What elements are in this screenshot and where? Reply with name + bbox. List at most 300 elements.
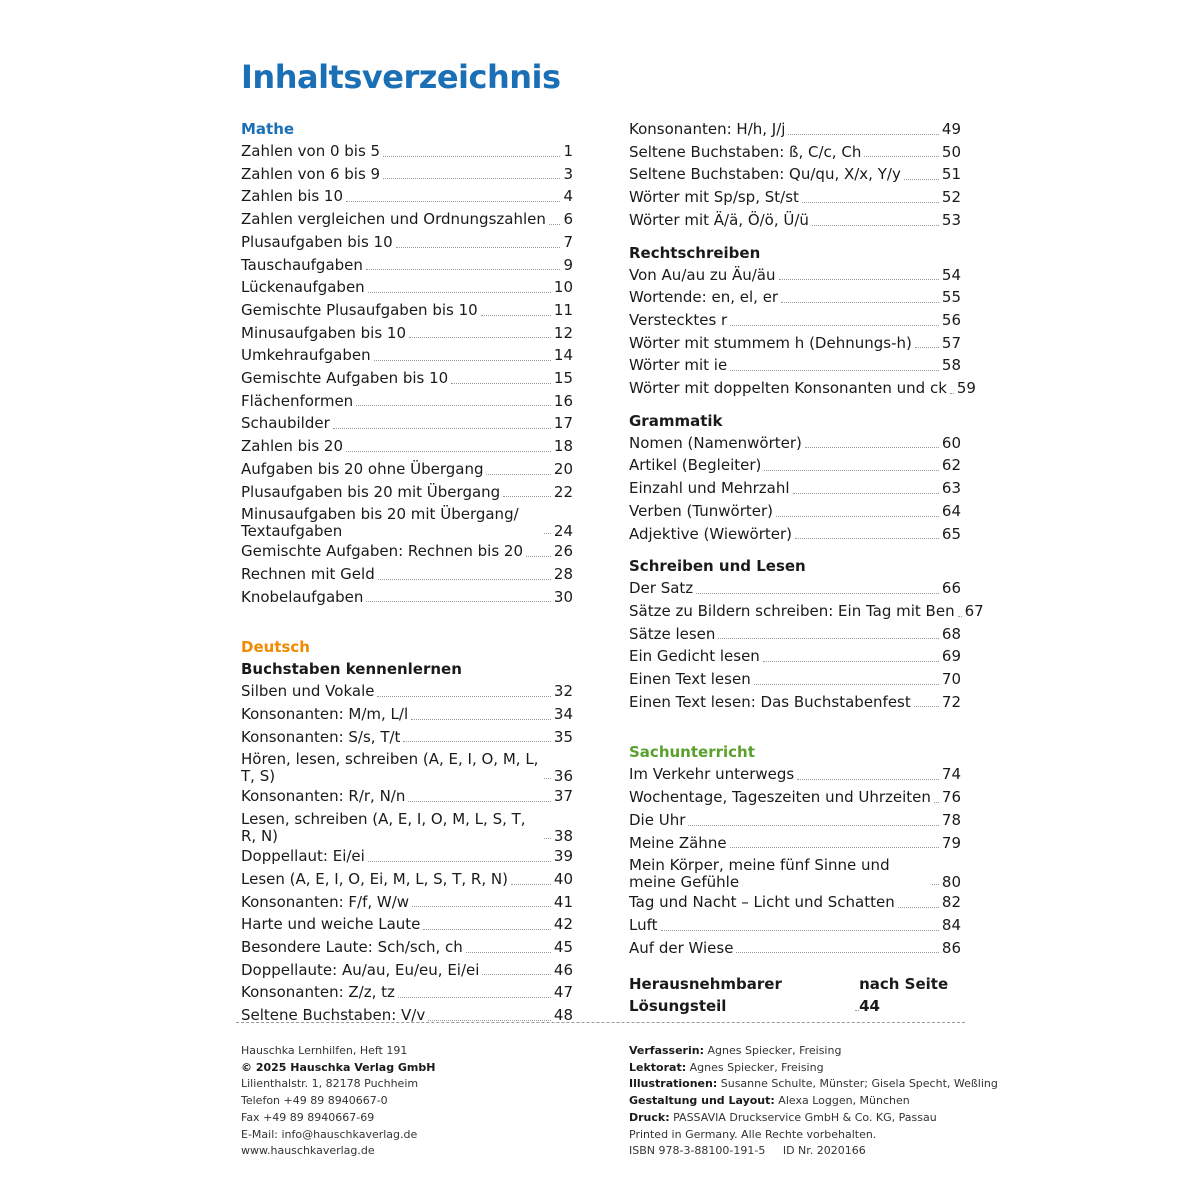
toc-entry-page: 72 bbox=[941, 692, 961, 711]
leader-dots bbox=[688, 825, 939, 826]
leader-dots bbox=[383, 156, 560, 157]
leader-dots bbox=[795, 538, 939, 539]
toc-entry-title: Wörter mit ie bbox=[629, 356, 728, 375]
toc-entry-title: Zahlen von 6 bis 9 bbox=[241, 164, 381, 183]
toc-entry bbox=[629, 477, 961, 500]
toc-entry-title: Doppellaute: Au/au, Eu/eu, Ei/ei bbox=[241, 960, 480, 979]
toc-entry bbox=[241, 344, 573, 367]
imprint-credit-value: Agnes Spiecker, Freising bbox=[707, 1044, 842, 1057]
toc-entry-title: Konsonanten: R/r, N/n bbox=[241, 787, 406, 806]
toc-entry bbox=[629, 454, 961, 477]
toc-entry-title: Lesen (A, E, I, O, Ei, M, L, S, T, R, N) bbox=[241, 869, 508, 888]
leader-dots bbox=[718, 638, 938, 639]
leader-dots bbox=[904, 179, 939, 180]
leader-dots bbox=[428, 1020, 551, 1021]
toc-entry-page: 35 bbox=[553, 727, 573, 746]
toc-entry-title: Aufgaben bis 20 ohne Übergang bbox=[241, 459, 484, 478]
toc-entry-page: 36 bbox=[553, 767, 573, 786]
leader-dots bbox=[549, 224, 561, 225]
toc-entry-page: 68 bbox=[941, 624, 961, 643]
leader-dots bbox=[914, 706, 939, 707]
toc-entry-title: Wörter mit doppelten Konsonanten und ck bbox=[629, 379, 947, 398]
toc-entry-page: 63 bbox=[941, 479, 961, 498]
imprint-line: Lilienthalstr. 1, 82178 Puchheim bbox=[241, 1077, 419, 1091]
leader-dots bbox=[481, 315, 551, 316]
leader-dots bbox=[333, 428, 551, 429]
toc-entry-title: Rechnen mit Geld bbox=[241, 564, 375, 583]
leader-dots bbox=[368, 292, 551, 293]
toc-entry-page: 60 bbox=[941, 433, 961, 452]
toc-entry-page: 40 bbox=[553, 869, 573, 888]
toc-entry bbox=[241, 563, 573, 586]
subject-heading-mathe: Mathe bbox=[241, 120, 295, 138]
toc-entry-page: 50 bbox=[941, 142, 961, 161]
toc-entry bbox=[241, 140, 573, 163]
toc-entry bbox=[629, 645, 961, 668]
imprint-publisher bbox=[241, 1043, 435, 1160]
toc-entry bbox=[241, 254, 573, 277]
toc-left-column bbox=[241, 118, 573, 1049]
toc-entry bbox=[629, 264, 961, 287]
toc-entry-title: Adjektive (Wiewörter) bbox=[629, 524, 793, 543]
toc-entry-title: Konsonanten: Z/z, tz bbox=[241, 983, 395, 1002]
toc-entry-title: Von Au/au zu Äu/äu bbox=[629, 265, 776, 284]
section-mathe bbox=[241, 118, 573, 608]
toc-entry bbox=[629, 809, 961, 832]
toc-entry bbox=[629, 832, 961, 855]
toc-entry-title: Plusaufgaben bis 10 bbox=[241, 232, 393, 251]
toc-entry-title: Silben und Vokale bbox=[241, 682, 375, 701]
toc-entry bbox=[629, 432, 961, 455]
toc-entry bbox=[241, 481, 573, 504]
leader-dots bbox=[366, 601, 551, 602]
toc-entry-title: Konsonanten: H/h, J/j bbox=[629, 120, 786, 138]
toc-entry-page: 3 bbox=[563, 164, 573, 183]
leader-dots bbox=[511, 884, 551, 885]
toc-entry bbox=[241, 299, 573, 322]
leader-dots bbox=[408, 801, 551, 802]
leader-dots bbox=[781, 302, 939, 303]
toc-entry-page: 4 bbox=[563, 187, 573, 206]
toc-entry-page: 7 bbox=[563, 232, 573, 251]
toc-entry-page: 15 bbox=[553, 369, 573, 388]
leader-dots bbox=[396, 247, 561, 248]
toc-entry-title: Einen Text lesen: Das Buchstabenfest bbox=[629, 692, 911, 711]
toc-entry-title: Zahlen bis 20 bbox=[241, 437, 344, 456]
toc-entry-page: 79 bbox=[941, 833, 961, 852]
leader-dots bbox=[423, 929, 551, 930]
leader-dots bbox=[776, 516, 939, 517]
imprint-credit-value: Susanne Schulte, Münster; Gisela Specht, Weßling bbox=[720, 1077, 998, 1091]
imprint-credit-line bbox=[629, 1143, 998, 1160]
leader-dots bbox=[526, 556, 551, 557]
leader-dots bbox=[779, 279, 939, 280]
toc-entry-title: Lückenaufgaben bbox=[241, 278, 365, 297]
toc-entry-page: 14 bbox=[553, 346, 573, 365]
leader-dots bbox=[736, 952, 938, 953]
entry-list-mathe bbox=[241, 140, 573, 608]
toc-entry-title: Gemischte Aufgaben: Rechnen bis 20 bbox=[241, 542, 524, 561]
toc-entry bbox=[241, 726, 573, 749]
toc-entry-page: 38 bbox=[553, 827, 573, 846]
toc-entry bbox=[629, 209, 961, 232]
leader-dots bbox=[730, 325, 939, 326]
leader-dots bbox=[374, 360, 551, 361]
toc-entry-page: 76 bbox=[941, 788, 961, 807]
toc-entry-page: 56 bbox=[941, 310, 961, 329]
toc-entry-page: 11 bbox=[553, 300, 573, 319]
imprint-line: Fax +49 89 8940667-69 bbox=[241, 1110, 375, 1124]
leader-dots bbox=[398, 997, 551, 998]
toc-entry bbox=[629, 286, 961, 309]
subheading-grammatik: Grammatik bbox=[629, 411, 723, 430]
leader-dots bbox=[403, 741, 550, 742]
toc-entry-page: 53 bbox=[941, 210, 961, 229]
toc-entry bbox=[241, 367, 573, 390]
loesungsteil-entry bbox=[629, 973, 961, 1017]
toc-entry bbox=[629, 186, 961, 209]
toc-entry-page: 28 bbox=[553, 564, 573, 583]
toc-entry-page: 65 bbox=[941, 524, 961, 543]
subheading-rechtschreiben: Rechtschreiben bbox=[629, 243, 761, 262]
imprint-credit-value: ISBN 978-3-88100-191-5 ID Nr. 2020166 bbox=[629, 1144, 866, 1158]
toc-entry-page: 30 bbox=[553, 587, 573, 606]
imprint-credit-value: Printed in Germany. Alle Rechte vorbehalten. bbox=[629, 1127, 877, 1141]
toc-entry-title: Plusaufgaben bis 20 mit Übergang bbox=[241, 482, 501, 501]
toc-entry-title: Schaubilder bbox=[241, 414, 330, 433]
toc-entry bbox=[629, 600, 984, 623]
toc-entry bbox=[629, 786, 961, 809]
toc-entry-title: Einen Text lesen bbox=[629, 670, 751, 689]
leader-dots bbox=[411, 719, 551, 720]
section-deutsch bbox=[241, 636, 573, 1026]
toc-entry-title: Artikel (Begleiter) bbox=[629, 456, 762, 475]
subject-heading-sachunterricht: Sachunterricht bbox=[629, 743, 755, 762]
toc-entry-page: 67 bbox=[964, 601, 984, 620]
leader-dots bbox=[696, 593, 939, 594]
subheading-buchstaben: Buchstaben kennenlernen bbox=[241, 660, 462, 679]
toc-entry bbox=[629, 668, 961, 691]
toc-entry bbox=[241, 322, 573, 345]
leader-dots bbox=[356, 405, 551, 406]
imprint-credit-line bbox=[629, 1093, 998, 1110]
entry-list-buchstaben-right bbox=[629, 118, 961, 232]
toc-entry bbox=[241, 703, 573, 726]
imprint-credit-label: Lektorat: bbox=[629, 1060, 687, 1074]
toc-entry-page: 64 bbox=[941, 501, 961, 520]
toc-entry bbox=[241, 208, 573, 231]
leader-dots bbox=[788, 134, 938, 135]
toc-entry-page: 34 bbox=[553, 705, 573, 724]
imprint-line: E-Mail: info@hauschkaverlag.de bbox=[241, 1127, 418, 1141]
leader-dots bbox=[544, 778, 551, 779]
toc-entry-title: Wortende: en, el, er bbox=[629, 288, 779, 307]
subject-heading-deutsch: Deutsch bbox=[241, 638, 310, 657]
toc-entry-page: 20 bbox=[553, 459, 573, 478]
toc-entry bbox=[629, 163, 961, 186]
toc-entry bbox=[241, 435, 573, 458]
leader-dots bbox=[932, 884, 939, 885]
toc-entry bbox=[629, 332, 961, 355]
toc-entry-page: 80 bbox=[941, 873, 961, 892]
toc-entry-page: 69 bbox=[941, 647, 961, 666]
toc-entry-title: Tauschaufgaben bbox=[241, 255, 363, 274]
leader-dots bbox=[661, 930, 939, 931]
toc-entry bbox=[629, 523, 961, 546]
leader-dots bbox=[378, 579, 551, 580]
toc-entry-title: Luft bbox=[629, 915, 658, 934]
leader-dots bbox=[797, 779, 939, 780]
toc-entry bbox=[629, 309, 961, 332]
leader-dots bbox=[466, 952, 551, 953]
toc-entry bbox=[241, 845, 573, 868]
toc-entry-title: Zahlen von 0 bis 5 bbox=[241, 142, 381, 160]
toc-entry-page: 17 bbox=[553, 414, 573, 433]
toc-entry-page: 10 bbox=[553, 278, 573, 297]
toc-entry bbox=[629, 854, 961, 891]
toc-entry bbox=[241, 891, 573, 914]
toc-entry bbox=[629, 914, 961, 937]
leader-dots bbox=[793, 493, 939, 494]
toc-entry-page: 51 bbox=[941, 165, 961, 184]
leader-dots bbox=[346, 451, 551, 452]
toc-entry-title: Im Verkehr unterwegs bbox=[629, 765, 795, 784]
toc-entry-page: 1 bbox=[563, 142, 573, 160]
toc-entry-page: 54 bbox=[941, 265, 961, 284]
toc-right-column bbox=[629, 118, 984, 1017]
imprint-line: © 2025 Hauschka Verlag GmbH bbox=[241, 1060, 436, 1074]
imprint-credit-line bbox=[629, 1043, 998, 1060]
toc-entry bbox=[241, 276, 573, 299]
toc-entry bbox=[241, 231, 573, 254]
toc-entry-title: Sätze lesen bbox=[629, 624, 716, 643]
imprint-line: www.hauschkaverlag.de bbox=[241, 1144, 375, 1158]
toc-entry-title: Der Satz bbox=[629, 579, 694, 598]
toc-entry-page: 24 bbox=[553, 522, 573, 541]
toc-entry-title: Wörter mit Ä/ä, Ö/ö, Ü/ü bbox=[629, 210, 809, 229]
toc-entry bbox=[629, 577, 961, 600]
toc-entry-page: 66 bbox=[941, 579, 961, 598]
leader-dots bbox=[812, 225, 939, 226]
toc-entry bbox=[241, 748, 573, 785]
leader-dots bbox=[802, 202, 939, 203]
imprint-credit-value: Alexa Loggen, München bbox=[778, 1094, 910, 1108]
toc-entry-title: Doppellaut: Ei/ei bbox=[241, 847, 365, 866]
imprint-credits bbox=[629, 1043, 998, 1160]
toc-entry-title: Konsonanten: F/f, W/w bbox=[241, 892, 410, 911]
toc-entry bbox=[629, 891, 961, 914]
toc-entry-title: Gemischte Plusaufgaben bis 10 bbox=[241, 300, 478, 319]
toc-entry bbox=[241, 868, 573, 891]
toc-entry-title: Besondere Laute: Sch/sch, ch bbox=[241, 937, 463, 956]
loesungsteil-page: nach Seite 44 bbox=[859, 975, 949, 1016]
toc-entry-page: 74 bbox=[941, 765, 961, 784]
footer-divider bbox=[236, 1022, 965, 1023]
toc-entry-page: 16 bbox=[553, 391, 573, 410]
toc-entry bbox=[241, 808, 573, 845]
toc-entry-page: 55 bbox=[941, 288, 961, 307]
leader-dots bbox=[915, 347, 939, 348]
toc-entry bbox=[241, 785, 573, 808]
toc-entry-page: 52 bbox=[941, 188, 961, 207]
toc-entry-title: Wochentage, Tageszeiten und Uhrzeiten bbox=[629, 788, 931, 807]
leader-dots bbox=[864, 156, 939, 157]
toc-entry bbox=[629, 377, 976, 400]
leader-dots bbox=[366, 269, 561, 270]
toc-entry bbox=[241, 913, 573, 936]
toc-entry-title: Verstecktes r bbox=[629, 310, 728, 329]
toc-entry-title: Seltene Buchstaben: Qu/qu, X/x, Y/y bbox=[629, 165, 901, 184]
toc-entry-page: 84 bbox=[941, 915, 961, 934]
toc-entry bbox=[241, 680, 573, 703]
loesungsteil-text: Herausnehmbarer Lösungsteil bbox=[629, 975, 782, 1016]
imprint-credit-line bbox=[629, 1127, 998, 1144]
toc-entry bbox=[241, 1004, 573, 1027]
toc-entry-page: 62 bbox=[941, 456, 961, 475]
toc-entry bbox=[629, 937, 961, 960]
toc-entry-title: Minusaufgaben bis 20 mit Übergang/ Textaufgaben bbox=[241, 505, 519, 541]
leader-dots bbox=[486, 474, 550, 475]
toc-entry-page: 58 bbox=[941, 356, 961, 375]
toc-entry bbox=[241, 981, 573, 1004]
toc-entry-page: 57 bbox=[941, 333, 961, 352]
toc-entry bbox=[241, 412, 573, 435]
leader-dots bbox=[730, 370, 939, 371]
toc-entry-title: Sätze zu Bildern schreiben: Ein Tag mit Ben bbox=[629, 601, 955, 620]
toc-entry-title: Zahlen bis 10 bbox=[241, 187, 344, 206]
leader-dots bbox=[898, 907, 939, 908]
toc-entry-title: Minusaufgaben bis 10 bbox=[241, 323, 407, 342]
toc-entry-page: 26 bbox=[553, 542, 573, 561]
toc-entry bbox=[241, 503, 573, 540]
toc-entry-title: Seltene Buchstaben: V/v bbox=[241, 1006, 426, 1025]
leader-dots bbox=[805, 447, 939, 448]
toc-entry bbox=[241, 458, 573, 481]
toc-entry-title: Mein Körper, meine fünf Sinne und meine Gefühle bbox=[629, 856, 890, 892]
toc-entry-page: 22 bbox=[553, 482, 573, 501]
toc-entry bbox=[241, 959, 573, 982]
imprint-line: Telefon +49 89 8940667-0 bbox=[241, 1094, 388, 1108]
toc-entry-title: Ein Gedicht lesen bbox=[629, 647, 760, 666]
toc-entry-page: 86 bbox=[941, 938, 961, 957]
leader-dots bbox=[368, 861, 551, 862]
leader-dots bbox=[544, 838, 551, 839]
leader-dots bbox=[544, 533, 551, 534]
imprint-credit-value: PASSAVIA Druckservice GmbH & Co. KG, Passau bbox=[673, 1110, 937, 1124]
toc-entry-page: 18 bbox=[553, 437, 573, 456]
toc-entry-title: Flächenformen bbox=[241, 391, 354, 410]
toc-entry bbox=[629, 763, 961, 786]
leader-dots bbox=[409, 337, 551, 338]
imprint-credit-line bbox=[629, 1110, 998, 1127]
entry-list-sachunterricht bbox=[629, 763, 961, 959]
toc-entry-title: Wörter mit stummem h (Dehnungs-h) bbox=[629, 333, 912, 352]
toc-entry-page: 12 bbox=[553, 323, 573, 342]
toc-entry-page: 59 bbox=[956, 379, 976, 398]
toc-entry-title: Meine Zähne bbox=[629, 833, 727, 852]
toc-entry-title: Konsonanten: M/m, L/l bbox=[241, 705, 409, 724]
toc-entry-title: Verben (Tunwörter) bbox=[629, 501, 774, 520]
leader-dots bbox=[346, 201, 560, 202]
imprint-credit-label: Illustrationen: bbox=[629, 1077, 718, 1091]
toc-entry-page: 6 bbox=[563, 210, 573, 229]
leader-dots bbox=[383, 178, 560, 179]
toc-entry-page: 45 bbox=[553, 937, 573, 956]
toc-entry-page: 82 bbox=[941, 893, 961, 912]
toc-entry bbox=[241, 586, 573, 609]
toc-entry-page: 47 bbox=[553, 983, 573, 1002]
leader-dots bbox=[763, 661, 939, 662]
toc-entry-title: Zahlen vergleichen und Ordnungszahlen bbox=[241, 210, 546, 229]
toc-entry bbox=[241, 185, 573, 208]
imprint-credit-line bbox=[629, 1060, 998, 1077]
toc-entry-title: Seltene Buchstaben: ß, C/c, Ch bbox=[629, 142, 862, 161]
entry-list-grammatik bbox=[629, 432, 961, 546]
leader-dots bbox=[412, 906, 551, 907]
toc-entry bbox=[629, 500, 961, 523]
toc-entry bbox=[241, 540, 573, 563]
leader-dots bbox=[451, 383, 551, 384]
leader-dots bbox=[730, 847, 939, 848]
toc-entry-page: 41 bbox=[553, 892, 573, 911]
toc-entry bbox=[629, 141, 961, 164]
imprint-credit-value: Agnes Spiecker, Freising bbox=[689, 1060, 824, 1074]
toc-entry bbox=[629, 623, 961, 646]
toc-entry-title: Hören, lesen, schreiben (A, E, I, O, M, L, T, S) bbox=[241, 750, 539, 786]
toc-entry-title: Lesen, schreiben (A, E, I, O, M, L, S, T, R, N) bbox=[241, 810, 526, 846]
toc-entry bbox=[241, 936, 573, 959]
toc-entry-page: 9 bbox=[563, 255, 573, 274]
imprint-credit-label: Druck: bbox=[629, 1110, 670, 1124]
imprint-line: Hauschka Lernhilfen, Heft 191 bbox=[241, 1044, 408, 1057]
toc-entry-page: 32 bbox=[553, 682, 573, 701]
leader-dots bbox=[764, 470, 939, 471]
toc-entry-title: Knobelaufgaben bbox=[241, 587, 364, 606]
toc-entry-page: 42 bbox=[553, 915, 573, 934]
entry-list-buchstaben-left bbox=[241, 680, 573, 1026]
page-title: Inhaltsverzeichnis bbox=[241, 58, 561, 96]
toc-entry-title: Wörter mit Sp/sp, St/st bbox=[629, 188, 799, 207]
toc-entry-title: Nomen (Namenwörter) bbox=[629, 433, 802, 452]
leader-dots bbox=[482, 974, 550, 975]
toc-entry bbox=[629, 354, 961, 377]
leader-dots bbox=[503, 496, 551, 497]
toc-entry-page: 37 bbox=[553, 787, 573, 806]
toc-entry-title: Konsonanten: S/s, T/t bbox=[241, 727, 401, 746]
toc-entry-page: 70 bbox=[941, 670, 961, 689]
imprint-credit-line bbox=[629, 1076, 998, 1093]
toc-entry-title: Einzahl und Mehrzahl bbox=[629, 479, 790, 498]
entry-list-schreiben-lesen bbox=[629, 577, 984, 713]
toc-entry-title: Gemischte Aufgaben bis 10 bbox=[241, 369, 449, 388]
toc-entry-page: 46 bbox=[553, 960, 573, 979]
toc-entry-title: Tag und Nacht – Licht und Schatten bbox=[629, 893, 895, 912]
toc-entry bbox=[629, 691, 961, 714]
toc-entry-title: Harte und weiche Laute bbox=[241, 915, 421, 934]
toc-entry bbox=[241, 390, 573, 413]
toc-entry-page: 39 bbox=[553, 847, 573, 866]
toc-entry bbox=[241, 163, 573, 186]
imprint-credit-label: Verfasserin: bbox=[629, 1044, 704, 1057]
toc-entry-page: 78 bbox=[941, 810, 961, 829]
toc-entry-title: Die Uhr bbox=[629, 810, 686, 829]
toc-entry-title: Umkehraufgaben bbox=[241, 346, 371, 365]
imprint-credit-label: Gestaltung und Layout: bbox=[629, 1094, 775, 1108]
subheading-schreiben-lesen: Schreiben und Lesen bbox=[629, 557, 806, 576]
toc-entry-page: 49 bbox=[941, 120, 961, 138]
leader-dots bbox=[754, 684, 939, 685]
toc-entry bbox=[629, 118, 961, 141]
